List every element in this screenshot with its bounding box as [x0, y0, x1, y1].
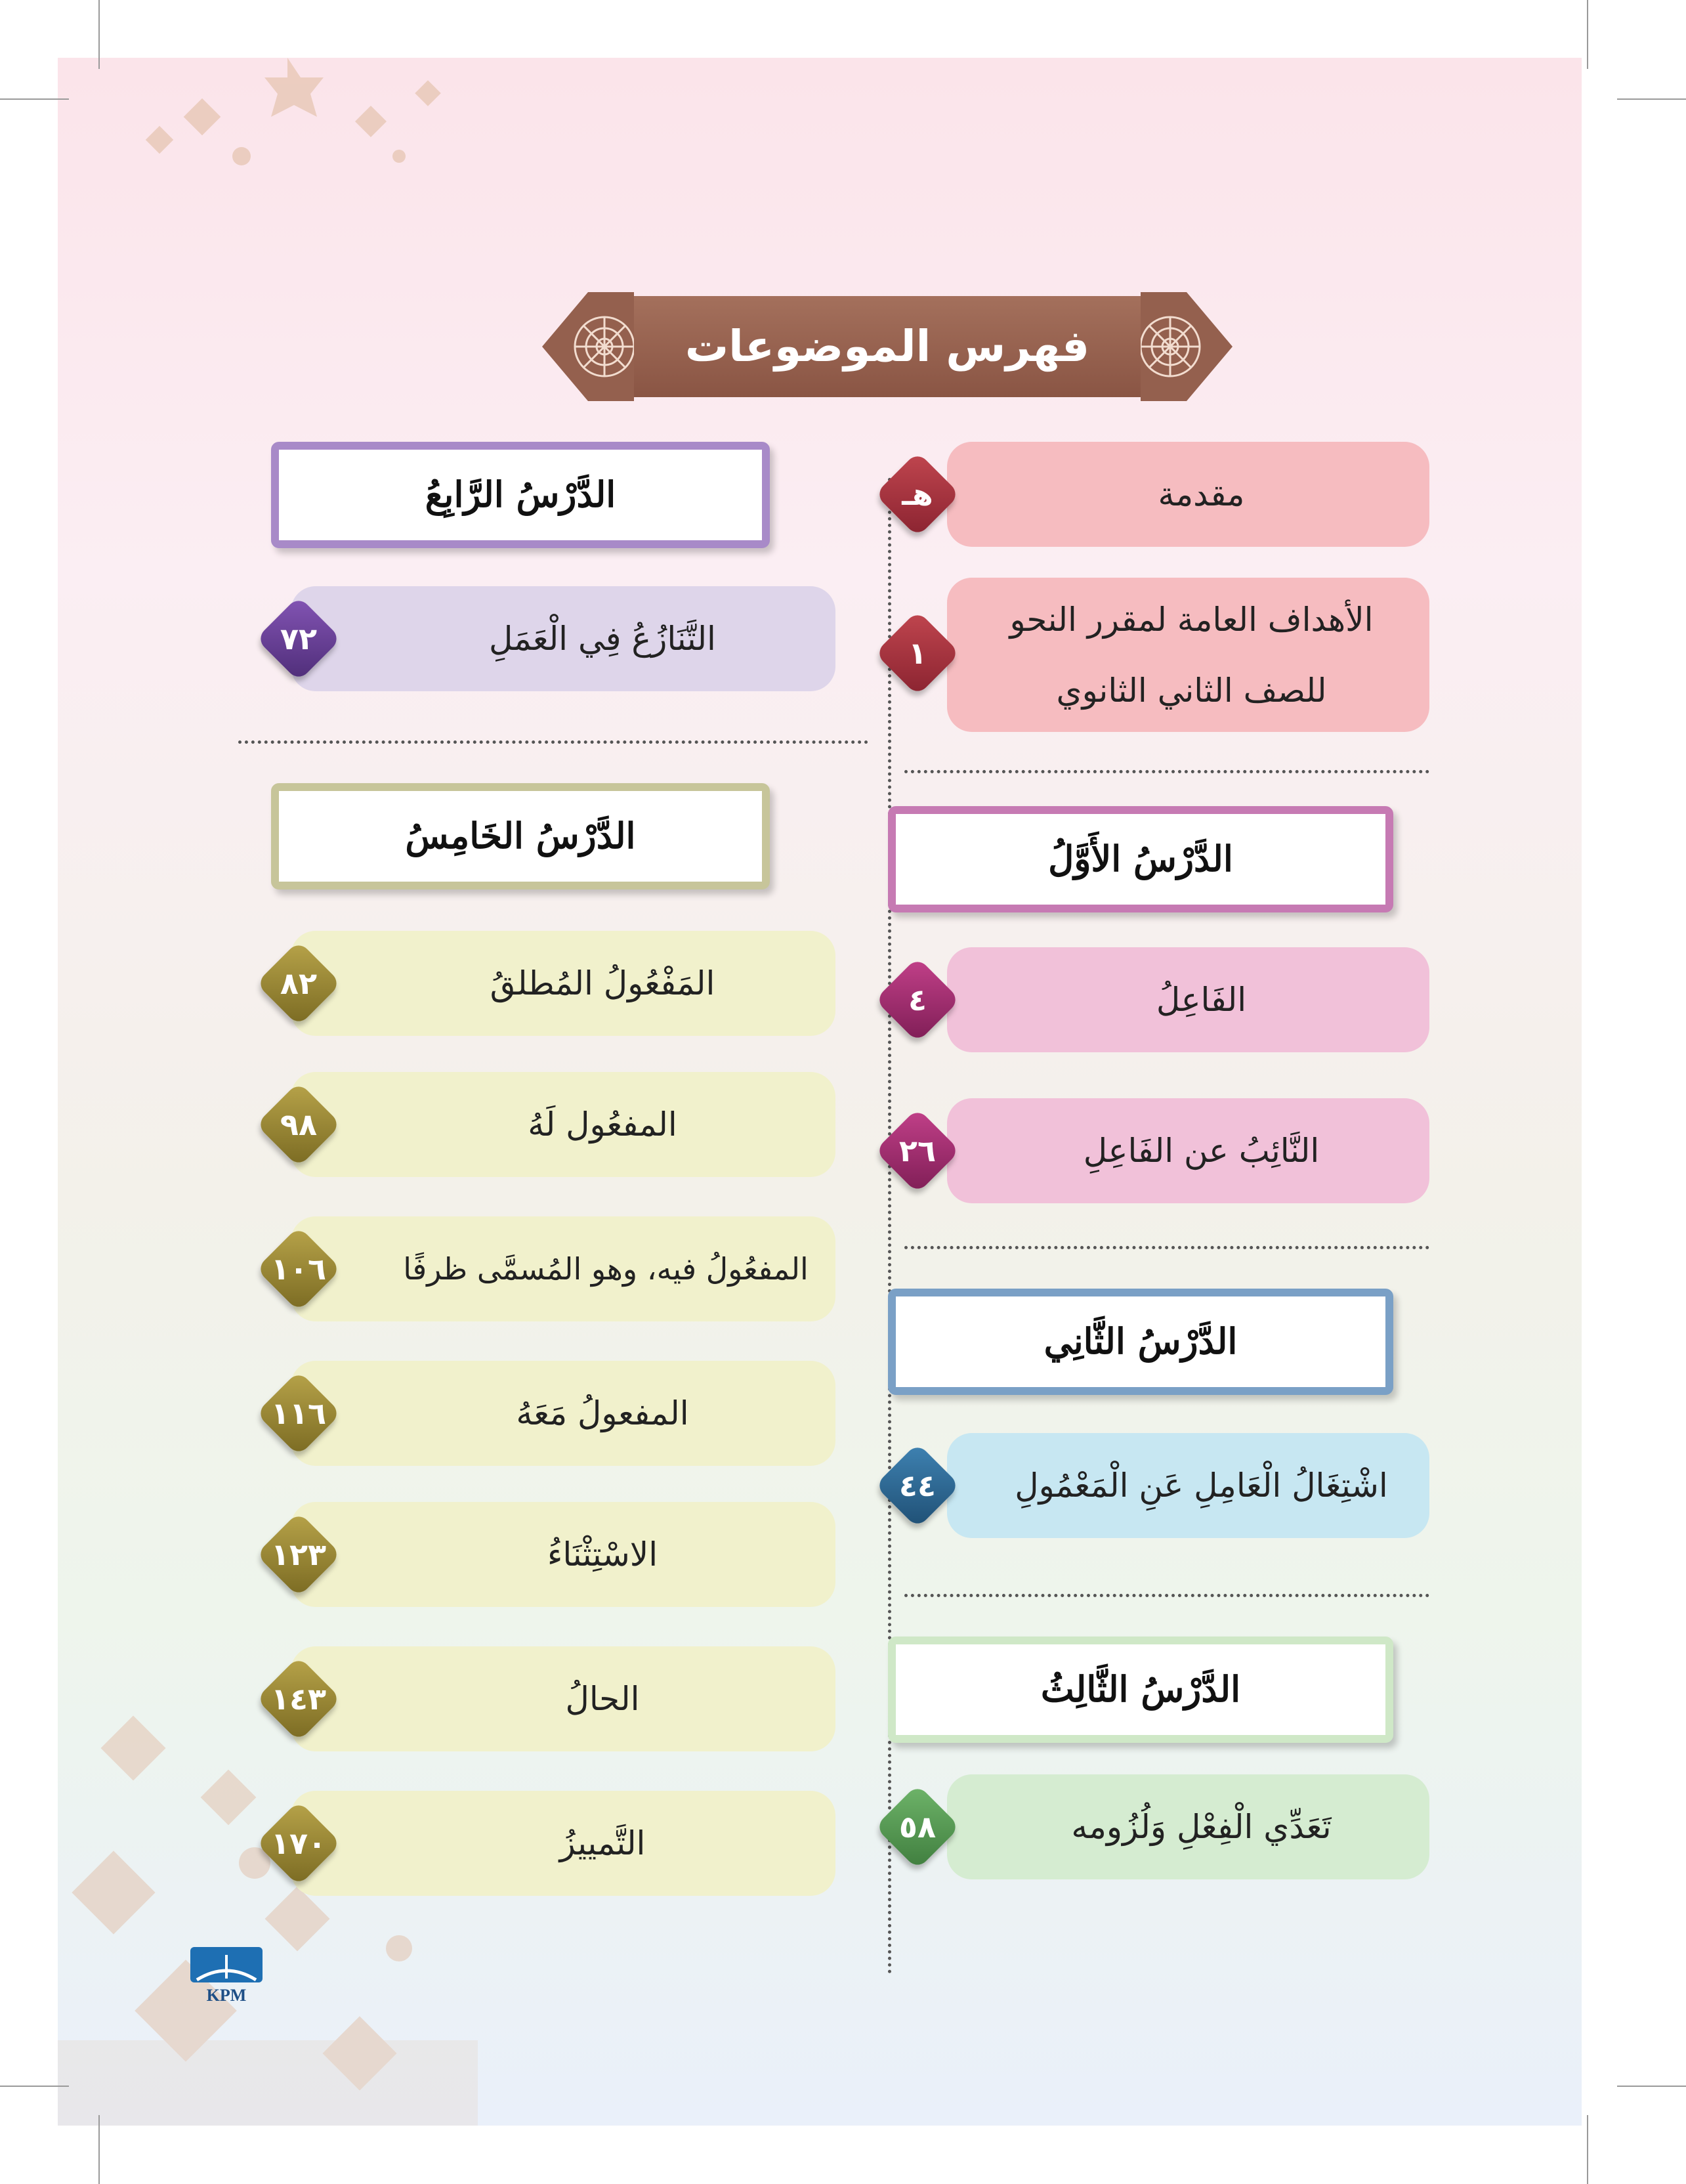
- crop-mark: [1617, 2086, 1686, 2087]
- page-number: ١٢٣: [270, 1537, 327, 1572]
- toc-entry-label: النَّائِبُ عن الفَاعِلِ: [1083, 1132, 1320, 1170]
- crop-mark: [1617, 98, 1686, 100]
- page: [58, 58, 1582, 2126]
- crop-mark: [0, 2086, 69, 2087]
- toc-entry-label: المفعُول لَهُ: [528, 1105, 677, 1144]
- page-badge: [249, 1075, 348, 1174]
- toc-entry-label: مقدمة: [1158, 475, 1245, 513]
- page-number: ٥٨: [898, 1809, 937, 1845]
- lesson-5-heading: [271, 783, 770, 889]
- crop-mark: [1587, 0, 1588, 69]
- page-number: ١٤٣: [270, 1681, 327, 1717]
- toc-entry-label: الاسْتِثْنَاءُ: [547, 1535, 658, 1574]
- divider-lesson4: [238, 740, 868, 744]
- page-badge: [868, 445, 967, 544]
- page-badge: [249, 1794, 348, 1893]
- divider-lesson2: [904, 1594, 1429, 1597]
- crop-mark: [1587, 2115, 1588, 2184]
- page-number: ٨٢: [280, 966, 318, 1001]
- page-number: ٢٦: [898, 1133, 937, 1168]
- column-divider: [888, 478, 891, 1975]
- toc-entry-label-line1: الأهداف العامة لمقرر النحو: [1009, 600, 1374, 639]
- page-badge: [868, 1778, 967, 1876]
- page-badge: [868, 1436, 967, 1535]
- top-ornament: [110, 58, 478, 189]
- toc-entry[interactable]: [947, 1433, 1429, 1538]
- page-badge: [868, 604, 967, 702]
- bottom-left-ornament: [58, 1699, 478, 2126]
- page-number: ٧٢: [280, 621, 318, 656]
- toc-entry[interactable]: [291, 931, 835, 1036]
- toc-entry-objectives[interactable]: [947, 578, 1429, 732]
- lesson-title: الدَّرْسُ الخَامِسُ: [405, 815, 636, 857]
- lesson-2-heading: [888, 1289, 1393, 1395]
- toc-entry[interactable]: [291, 586, 835, 691]
- crop-mark: [0, 98, 69, 100]
- crop-mark: [98, 2115, 100, 2184]
- page-badge: [249, 934, 348, 1033]
- toc-entry-label: المفعُولُ فيه، وهو المُسمَّى ظرفًا: [403, 1251, 809, 1287]
- toc-entry[interactable]: [291, 1361, 835, 1466]
- kpm-logo: [184, 1942, 269, 2007]
- logo-text: KPM: [206, 1986, 247, 2005]
- page-number: ١٧٠: [270, 1826, 327, 1861]
- page-title: فهرس الموضوعات: [685, 321, 1090, 372]
- page-title-banner: [542, 292, 1233, 401]
- toc-entry[interactable]: [291, 1791, 835, 1896]
- page-badge: [249, 1650, 348, 1748]
- page-number: ٤٤: [898, 1468, 937, 1503]
- page-badge: [249, 1220, 348, 1318]
- crop-mark: [98, 0, 100, 69]
- toc-entry-label: الفَاعِلُ: [1156, 981, 1247, 1019]
- page-number: ٤: [908, 982, 927, 1017]
- toc-entry-label-line2: للصف الثاني الثانوي: [1056, 671, 1327, 710]
- toc-entry[interactable]: [291, 1072, 835, 1177]
- toc-entry-label: [986, 578, 1397, 732]
- toc-entry[interactable]: [291, 1502, 835, 1607]
- toc-entry-label: التَّمييزُ: [559, 1824, 646, 1862]
- page-number: ٩٨: [280, 1107, 318, 1142]
- toc-entry[interactable]: [947, 1774, 1429, 1879]
- page-number: هـ: [902, 477, 933, 512]
- toc-entry-label: الحالُ: [565, 1680, 640, 1718]
- page-badge: [249, 1364, 348, 1463]
- page-badge: [868, 1102, 967, 1200]
- toc-entry[interactable]: [947, 947, 1429, 1052]
- toc-entry-label: المفعولُ مَعَهُ: [516, 1394, 689, 1432]
- lesson-title: الدَّرْسُ الرَّابِعُ: [425, 473, 616, 515]
- toc-entry-label: اشْتِغَالُ الْعَامِلِ عَنِ الْمَعْمُولِ: [1015, 1467, 1388, 1505]
- lesson-title: الدَّرْسُ الثَّانِي: [1043, 1320, 1238, 1362]
- divider-lesson1: [904, 1246, 1429, 1249]
- page-number: ١٠٦: [270, 1251, 327, 1287]
- lesson-3-heading: [888, 1637, 1393, 1743]
- page-badge: [249, 589, 348, 688]
- toc-entry[interactable]: [291, 1646, 835, 1751]
- toc-entry-label: المَفْعُولُ المُطلقُ: [490, 964, 715, 1002]
- toc-entry-intro[interactable]: [947, 442, 1429, 547]
- toc-entry-label: تَعَدِّي الْفِعْلِ وَلُزُومه: [1071, 1808, 1332, 1846]
- lesson-4-heading: [271, 442, 770, 548]
- page-number: ١: [908, 635, 927, 671]
- lesson-title: الدَّرْسُ الثَّالِثُ: [1040, 1668, 1241, 1710]
- page-badge: [868, 951, 967, 1049]
- page-number: ١١٦: [270, 1396, 327, 1431]
- lesson-title: الدَّرْسُ الأَوَّلُ: [1048, 838, 1233, 880]
- divider-intro: [904, 770, 1429, 773]
- lesson-1-heading: [888, 806, 1393, 912]
- toc-entry[interactable]: [291, 1216, 835, 1321]
- toc-entry-label: التَّنَازُعُ فِي الْعَمَلِ: [489, 620, 716, 658]
- page-badge: [249, 1505, 348, 1604]
- toc-entry[interactable]: [947, 1098, 1429, 1203]
